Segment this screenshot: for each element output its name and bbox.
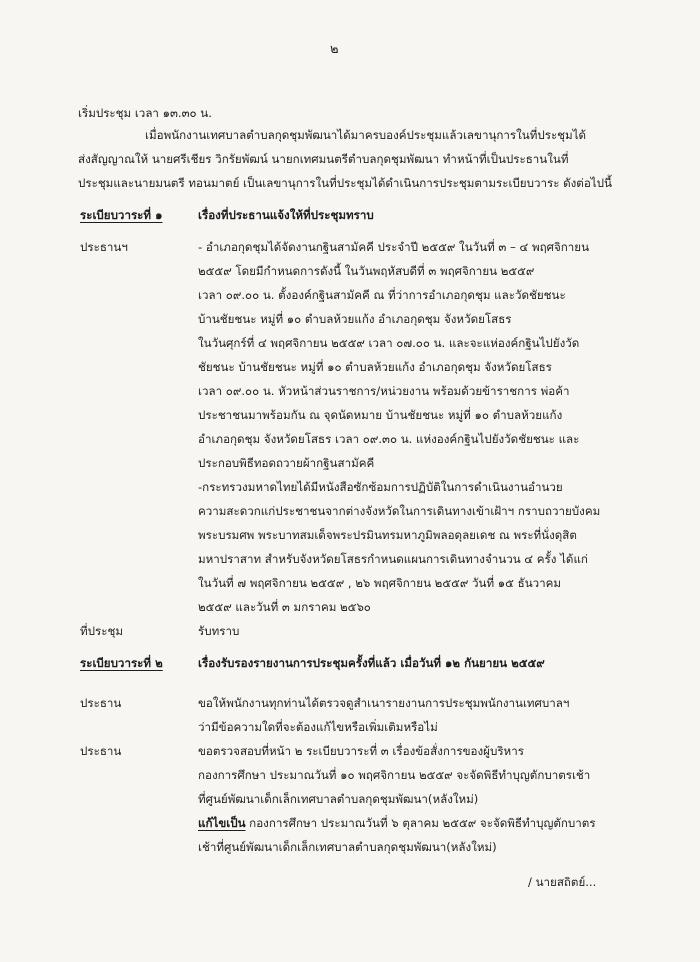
meeting-start-time: เริ่มประชุม เวลา ๑๓.๓๐ น. xyxy=(78,106,212,120)
agenda-1-line-10: ประกอบพิธีทอดถวายผ้ากฐินสามัคคี xyxy=(198,456,375,470)
agenda-1-line-2: ๒๕๕๙ โดยมีกำหนดการดังนี้ ในวันพฤหัสบดีที่ ๓ พฤศจิกายน ๒๕๕๙ xyxy=(198,264,535,278)
opening-line-3: ประชุมและนายมนตรี ทอนมาตย์ เป็นเลขานุการในที่ประชุมได้ดำเนินการประชุมตามระเบียบวาระ ดังต่อไปนี้ xyxy=(78,176,612,190)
agenda-2-fix-line-2: เช้าที่ศูนย์พัฒนาเด็กเล็กเทศบาลตำบลกุดชุมพัฒนา(หลังใหม่) xyxy=(198,840,497,854)
agenda-2-speaker-1: ประธาน xyxy=(80,696,122,710)
page-number: ๒ xyxy=(330,42,339,57)
agenda-2-block2-line-3: ที่ศูนย์พัฒนาเด็กเล็กเทศบาลตำบลกุดชุมพัฒนา(หลังใหม่) xyxy=(198,792,479,806)
opening-line-2: ส่งสัญญาณให้ นายศรีเชียร วิกรัยพัฒน์ นายกเทศมนตรีตำบลกุดชุมพัฒนา ทำหน้าที่เป็นประธานในที่ xyxy=(78,152,569,166)
agenda-1-label: ระเบียบวาระที่ ๑ xyxy=(80,208,163,222)
agenda-2-block2-line-2: กองการศึกษา ประมาณวันที่ ๑๐ พฤศจิกายน ๒๕๕๙ จะจัดพิธีทำบุญตักบาตรเช้า xyxy=(198,768,591,782)
agenda-2-block1-line-2: ว่ามีข้อความใดที่จะต้องแก้ไขหรือเพิ่มเติมหรือไม่ xyxy=(198,720,438,734)
opening-line-1: เมื่อพนักงานเทศบาลตำบลกุดชุมพัฒนาได้มาครบองค์ประชุมแล้วเลขานุการในที่ประชุมได้ xyxy=(145,128,587,142)
agenda-1-line-5: ในวันศุกร์ที่ ๔ พฤศจิกายน ๒๕๕๙ เวลา ๐๗.๐๐ น. และจะแห่องค์กฐินไปยังวัด xyxy=(198,336,580,350)
agenda-1-line-7: เวลา ๐๙.๐๐ น. หัวหน้าส่วนราชการ/หน่วยงาน พร้อมด้วยข้าราชการ พ่อค้า xyxy=(198,384,570,398)
agenda-2-fix-line-1 xyxy=(198,814,596,833)
agenda-1-line-1: - อำเภอกุดชุมได้จัดงานกฐินสามัคคี ประจำปี ๒๕๕๙ ในวันที่ ๓ – ๔ พฤศจิกายน xyxy=(198,240,590,254)
agenda-1-line-6: ชัยชนะ บ้านชัยชนะ หมู่ที่ ๑๐ ตำบลห้วยแก้ง อำเภอกุดชุม จังหวัดยโสธร xyxy=(198,360,552,374)
agenda-1-line-16: ๒๕๕๙ และวันที่ ๓ มกราคม ๒๕๖๐ xyxy=(198,600,371,614)
agenda-1-result: รับทราบ xyxy=(198,624,240,638)
agenda-1-line-14: มหาปราสาท สำหรับจังหวัดยโสธรกำหนดแผนการเดินทางจำนวน ๔ ครั้ง ได้แก่ xyxy=(198,552,588,566)
agenda-1-line-9: อำเภอกุดชุม จังหวัดยโสธร เวลา ๐๙.๓๐ น. แห่งองค์กฐินไปยังวัดชัยชนะ และ xyxy=(198,432,580,446)
agenda-2-block1-line-1: ขอให้พนักงานทุกท่านได้ตรวจดูสำเนารายงานการประชุมพนักงานเทศบาลฯ xyxy=(198,696,570,710)
agenda-2-label: ระเบียบวาระที่ ๒ xyxy=(80,656,163,670)
fix-label: แก้ไขเป็น xyxy=(198,816,246,830)
agenda-1-line-15: ในวันที่ ๗ พฤศจิกายน ๒๕๕๙ , ๒๖ พฤศจิกายน ๒๕๕๙ วันที่ ๑๕ ธันวาคม xyxy=(198,576,562,590)
agenda-2-block2-line-1: ขอตรวจสอบที่หน้า ๒ ระเบียบวาระที่ ๓ เรื่องข้อสั่งการของผู้บริหาร xyxy=(198,744,524,758)
agenda-1-line-4: บ้านชัยชนะ หมู่ที่ ๑๐ ตำบลห้วยแก้ง อำเภอกุดชุม จังหวัดยโสธร xyxy=(198,312,512,326)
fix-text: กองการศึกษา ประมาณวันที่ ๖ ตุลาคม ๒๕๕๙ จะจัดพิธีทำบุญตักบาตร xyxy=(245,816,596,830)
agenda-1-line-3: เวลา ๐๙.๐๐ น. ตั้งองค์กฐินสามัคคี ณ ที่ว่าการอำเภอกุดชุม และวัดชัยชนะ xyxy=(198,288,566,302)
agenda-2-speaker-2: ประธาน xyxy=(80,744,122,758)
agenda-2-title: เรื่องรับรองรายงานการประชุมครั้งที่แล้ว เมื่อวันที่ ๑๒ กันยายน ๒๕๕๙ xyxy=(198,656,545,670)
agenda-1-speaker: ประธานฯ xyxy=(80,240,128,254)
agenda-1-line-8: ประชาชนมาพร้อมกัน ณ จุดนัดหมาย บ้านชัยชนะ หมู่ที่ ๑๐ ตำบลห้วยแก้ง xyxy=(198,408,563,422)
agenda-1-title: เรื่องที่ประธานแจ้งให้ที่ประชุมทราบ xyxy=(198,208,374,222)
continuation-footer: / นายสถิตย์... xyxy=(528,875,597,889)
agenda-1-line-12: ความสะดวกแก่ประชาชนจากต่างจังหวัดในการเดินทางเข้าเฝ้าฯ กราบถวายบังคม xyxy=(198,504,601,518)
agenda-1-line-13: พระบรมศพ พระบาทสมเด็จพระปรมินทรมหาภูมิพลอดุลยเดช ณ พระที่นั่งดุสิต xyxy=(198,528,577,542)
agenda-1-line-11: -กระทรวงมหาดไทยได้มีหนังสือซักซ้อมการปฏิบัติในการดำเนินงานอำนวย xyxy=(198,480,563,494)
agenda-1-result-label: ที่ประชุม xyxy=(80,624,123,638)
